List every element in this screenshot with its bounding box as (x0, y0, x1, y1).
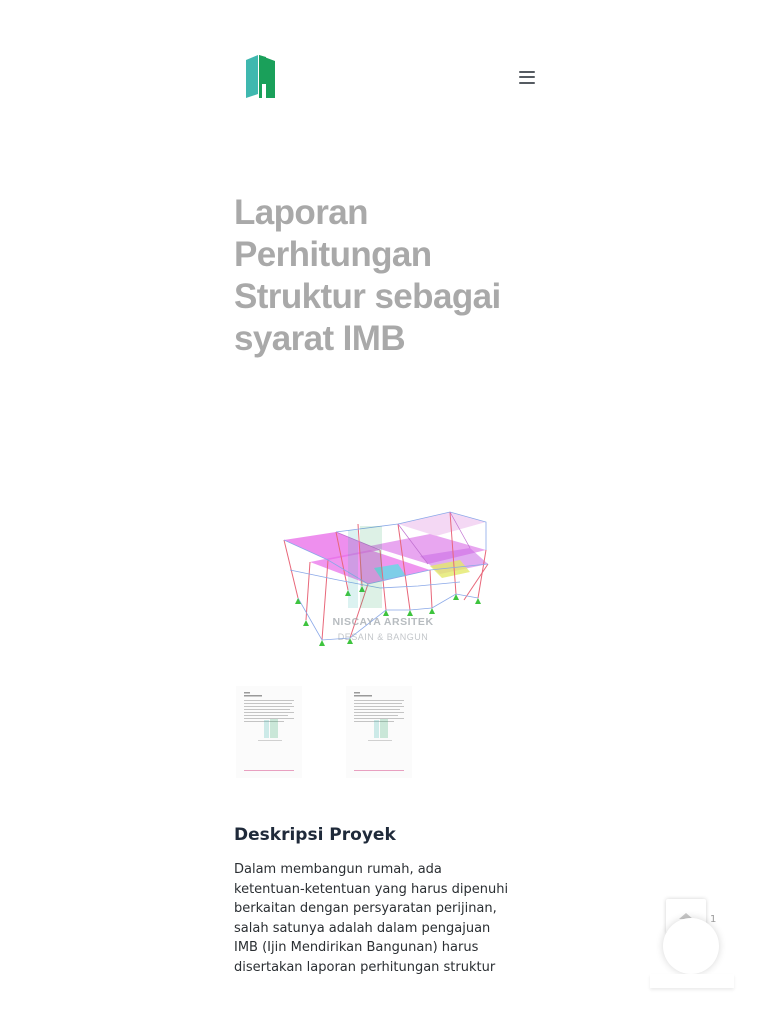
hamburger-menu-icon[interactable] (514, 64, 540, 90)
menu-bars (519, 71, 535, 84)
gallery-thumbnail[interactable] (346, 686, 412, 778)
watermark-subtitle: DESAIN & BANGUN (337, 632, 429, 642)
gallery-thumbnail[interactable] (236, 686, 302, 778)
brand-logo-icon[interactable] (244, 54, 276, 98)
widget-strip (650, 974, 734, 988)
description-text: Dalam membangun rumah, ada ketentuan-ketentuan yang harus dipenuhi berkaitan dengan persyaratan perijinan, salah satunya adalah dalam pengajuan IMB (Ijin Mendirikan Bangunan) harus disertakan laporan perhitungan struktur (234, 862, 509, 975)
notification-badge: 1 (710, 914, 717, 925)
description-heading: Deskripsi Proyek (234, 825, 396, 845)
watermark-title: NISCAYA ARSITEK (332, 616, 434, 628)
structural-3d-model-image[interactable] (250, 490, 506, 670)
chat-bubble-icon[interactable] (663, 918, 719, 974)
page-title: Laporan Perhitungan Struktur sebagai syarat IMB (234, 193, 501, 358)
